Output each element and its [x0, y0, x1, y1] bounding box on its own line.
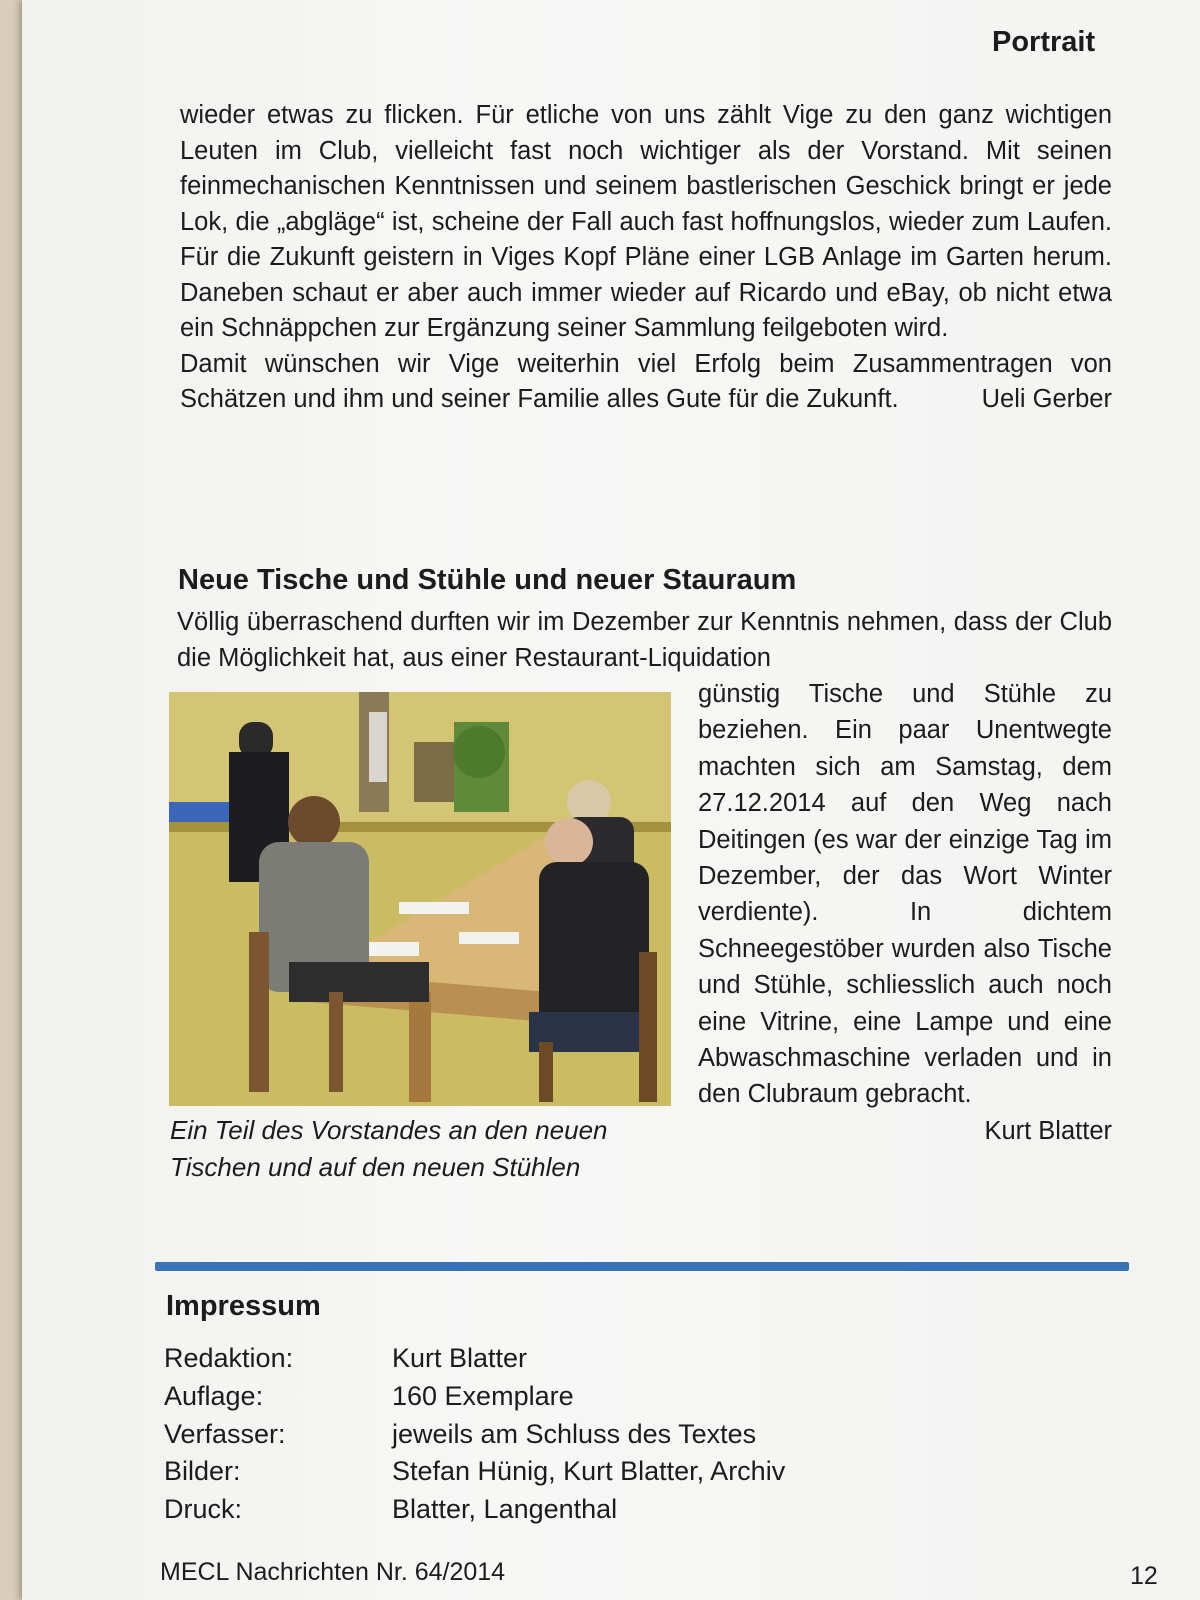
impressum-label: Verfasser:: [164, 1418, 286, 1449]
impressum-table: [164, 1340, 785, 1529]
portrait-author: Ueli Gerber: [981, 385, 1112, 413]
impressum-row: [164, 1378, 785, 1416]
portrait-paragraph-1: wieder etwas zu flicken. Für etliche von uns zählt Vige zu den ganz wichtigen Leuten im Club, vielleicht fast noch wichtiger als der Vorstand. Mit seinen feinmechanischen Kenntnissen und seinem bastlerischen Geschick bringt er jede Lok, die „abgläge“ ist, scheine der Fall auch fast hoffnungslos, wieder zum Laufen. Für die Zukunft geistern in Viges Kopf Pläne einer LGB Anlage im Garten herum. Daneben schaut er aber auch immer wieder auf Ricardo und eBay, ob nicht etwa ein Schnäppchen zur Ergänzung seiner Sammlung feilgeboten wird.: [180, 101, 1112, 342]
impressum-row: [164, 1416, 785, 1454]
article-author: Kurt Blatter: [984, 1116, 1112, 1145]
impressum-row: [164, 1340, 785, 1378]
article-continued-text: günstig Tische und Stühle zu beziehen. Ein paar Unentwegte machten sich am Samstag, dem 27.12.2014 auf den Weg nach Deitingen (es war der einzige Tag im Dezember, der das Wort Winter verdiente). In dichtem Schneegestöber wurden also Tische und Stühle, schliesslich auch noch eine Vitrine, eine Lampe und eine Abwaschmaschine verladen und in den Clubraum gebracht.: [698, 680, 1112, 1109]
photo-caption: Ein Teil des Vorstandes an den neuen Tischen und auf den neuen Stühlen: [170, 1115, 608, 1182]
article-intro: [177, 605, 1112, 676]
impressum-label: Bilder:: [164, 1456, 241, 1487]
newsletter-page: [22, 0, 1200, 1600]
impressum-label: Druck:: [164, 1494, 243, 1525]
impressum-title: Impressum: [166, 1290, 321, 1322]
impressum-label: Auflage:: [164, 1380, 264, 1411]
page-number: 12: [1130, 1562, 1158, 1590]
impressum-value: jeweils am Schluss des Textes: [392, 1418, 757, 1449]
impressum-label: Redaktion:: [164, 1343, 294, 1373]
portrait-article: [180, 98, 1112, 418]
impressum-row: [164, 1491, 785, 1529]
article-heading: Neue Tische und Stühle und neuer Stauraum: [178, 564, 797, 596]
impressum-value: Blatter, Langenthal: [392, 1494, 618, 1525]
section-divider: [155, 1262, 1129, 1271]
article-continued: [698, 676, 1112, 1149]
portrait-paragraph-2: Damit wünschen wir Vige weiterhin viel Erfolg beim Zusammentragen von Schätzen und ihm und seiner Familie alles Gute für die Zukunft.: [180, 349, 1112, 413]
club-room-photo: [169, 692, 671, 1106]
publication-footer: MECL Nachrichten Nr. 64/2014: [160, 1558, 506, 1586]
impressum-value: Stefan Hünig, Kurt Blatter, Archiv: [392, 1456, 786, 1487]
impressum-value: 160 Exemplare: [392, 1380, 574, 1411]
section-header: Portrait: [992, 26, 1096, 58]
impressum-row: [164, 1453, 785, 1491]
article-intro-text: Völlig überraschend durften wir im Dezember zur Kenntnis nehmen, dass der Club die Möglichkeit hat, aus einer Restaurant-Liquidation: [177, 608, 1112, 672]
impressum-value: Kurt Blatter: [392, 1343, 528, 1373]
